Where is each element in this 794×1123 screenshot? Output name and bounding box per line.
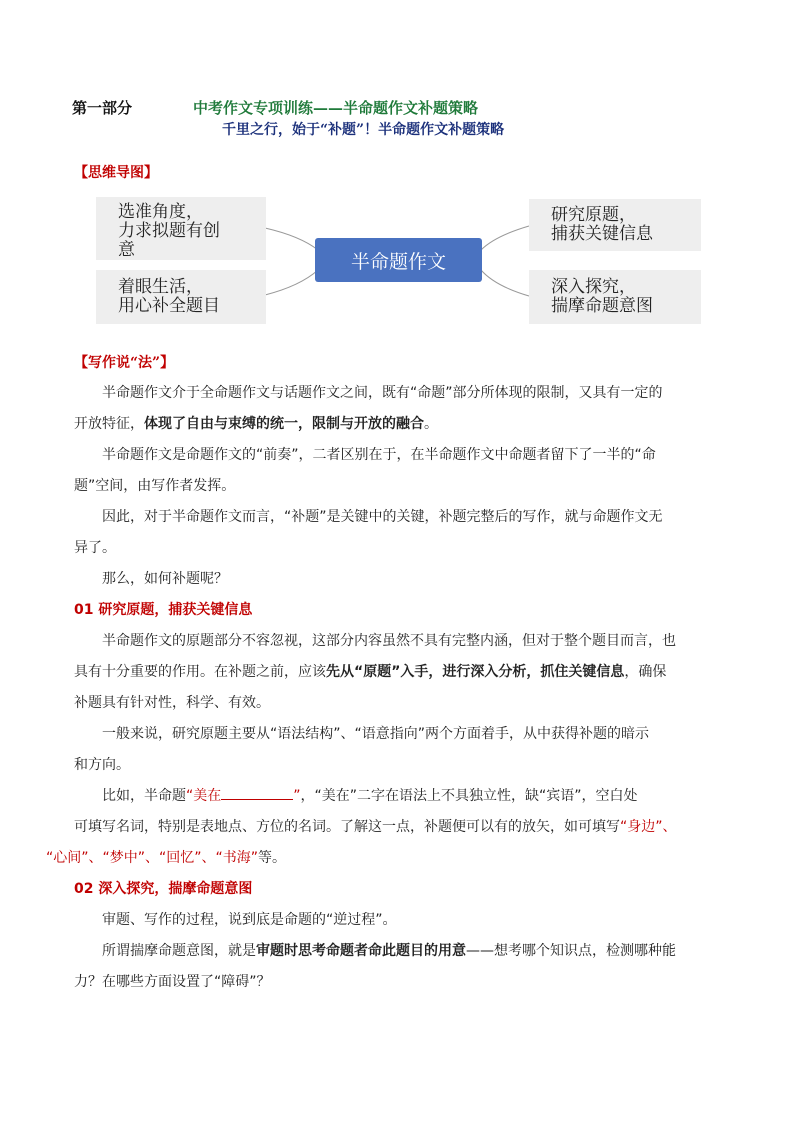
paragraph: 半命题作文是命题作文的“前奏”，二者区别在于，在半命题作文中命题者留下了一半的“命 题”空间，由写作者发挥。 [74, 447, 656, 494]
section-part-label: 第一部分 [72, 99, 133, 117]
section-heading-research: 01 研究原题，捕获关键信息 [74, 602, 253, 618]
mindmap-node-angle: 选准角度， 力求拟题有创 意 [96, 197, 266, 260]
paragraph: 半命题作文的原题部分不容忽视，这部分内容虽然不具有完整内涵，但对于整个题目而言，也 具有十分重要的作用。在补题之前，应该先从“原题”入手，进行深入分析，抓住关键信息，确保 补题具有针对性，科学、有效。 [74, 633, 676, 711]
paragraph: 那么，如何补题呢？ [102, 571, 228, 587]
mindmap-node-research: 研究原题， 捕获关键信息 [529, 199, 701, 251]
connector-top-left [265, 228, 318, 250]
paragraph: 比如，半命题“美在 ”，“美在”二字在语法上不具独立性，缺“宾语”，空白处 可填写名词，特别是表地点、方位的名词。了解这一点，补题便可以有的放矢，如可填写“身边”、 “心间”、“梦中”、“回忆”、“书海”等。 [46, 788, 677, 866]
connector-top-right [481, 226, 529, 250]
mindmap-center-node: 半命题作文 [315, 238, 482, 282]
fill-blank [221, 787, 293, 800]
section-heading-explore: 02 深入探究，揣摩命题意图 [74, 881, 253, 897]
paragraph: 一般来说，研究原题主要从“语法结构”、“语意指向”两个方面着手，从中获得补题的暗示 和方向。 [74, 726, 650, 773]
mindmap-node-explore: 深入探究， 揣摩命题意图 [529, 270, 701, 324]
page-title: 中考作文专项训练——半命题作文补题策略 [193, 99, 479, 117]
paragraph: 因此，对于半命题作文而言，“补题”是关键中的关键，补题完整后的写作，就与命题作文无 异了。 [74, 509, 663, 556]
paragraph: 半命题作文介于全命题作文与话题作文之间，既有“命题”部分所体现的限制，又具有一定的 开放特征，体现了自由与束缚的统一，限制与开放的融合。 [74, 385, 663, 432]
writing-method-label: 【写作说“法”】 [74, 355, 175, 371]
writing-method-body [46, 378, 722, 998]
connector-bottom-left [265, 270, 318, 295]
connector-bottom-right [481, 270, 529, 296]
paragraph: 审题、写作的过程，说到底是命题的“逆过程”。 [102, 912, 397, 928]
paragraph: 所谓揣摩命题意图，就是审题时思考命题者命此题目的用意——想考哪个知识点，检测哪种能 力？在哪些方面设置了“障碍”？ [74, 943, 676, 990]
mindmap-node-life: 着眼生活， 用心补全题目 [96, 270, 266, 324]
mindmap-label: 【思维导图】 [74, 165, 158, 181]
page-subtitle: 千里之行，始于“补题”！半命题作文补题策略 [222, 122, 505, 138]
